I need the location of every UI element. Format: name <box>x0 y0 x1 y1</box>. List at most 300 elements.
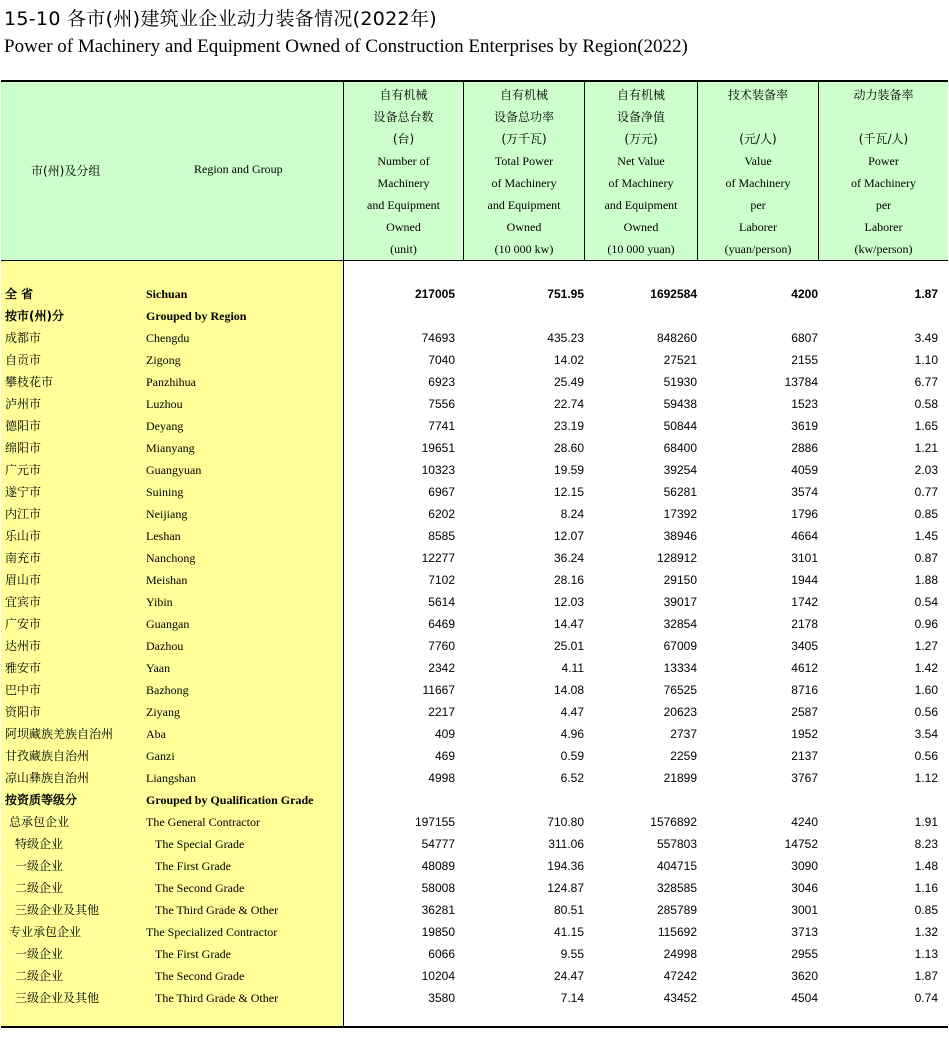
cell-value: 58008 <box>421 881 455 895</box>
cell-value: 115692 <box>657 925 697 939</box>
row-label-cn: 遂宁市 <box>5 485 42 499</box>
cell-value: 8.23 <box>914 837 938 851</box>
row-label-cn: 二级企业 <box>15 881 64 895</box>
cell-value: 4664 <box>791 529 818 543</box>
cell-value: 1692584 <box>650 287 697 301</box>
cell-value: 3619 <box>791 419 818 433</box>
row-label-en: Dazhou <box>146 639 184 653</box>
row-label-en: Panzhihua <box>146 375 196 389</box>
table-row <box>1 811 948 833</box>
row-label-cn: 成都市 <box>5 331 42 345</box>
cell-value: 194.36 <box>547 859 584 873</box>
cell-value: 39017 <box>663 595 697 609</box>
table-row <box>1 305 948 327</box>
table-row <box>1 679 948 701</box>
cell-value: 6066 <box>428 947 455 961</box>
row-label-cn: 二级企业 <box>15 969 64 983</box>
row-label-en: Chengdu <box>146 331 190 345</box>
row-label-cn: 总承包企业 <box>9 815 70 829</box>
header-line: of Machinery <box>725 176 791 190</box>
header-line: of Machinery <box>851 176 916 190</box>
header-line: (元/人) <box>739 132 777 146</box>
cell-value: 1.48 <box>914 859 938 873</box>
cell-value: 24.47 <box>553 969 584 983</box>
table-row <box>1 745 948 767</box>
header-line: Power <box>868 154 899 168</box>
table-row <box>1 371 948 393</box>
cell-value: 39254 <box>663 463 697 477</box>
header-line: Owned <box>506 220 542 234</box>
row-label-cn: 内江市 <box>5 507 42 521</box>
cell-value: 6807 <box>791 331 818 345</box>
cell-value: 328585 <box>656 881 697 895</box>
table-row <box>1 877 948 899</box>
row-label-en: Luzhou <box>146 397 183 411</box>
row-label-en: Neijiang <box>146 507 188 521</box>
row-label-cn: 南充市 <box>5 551 42 565</box>
cell-value: 2217 <box>428 705 455 719</box>
cell-value: 3405 <box>791 639 818 653</box>
row-label-cn: 眉山市 <box>5 573 42 587</box>
header-line: (yuan/person) <box>724 242 792 256</box>
row-label-cn: 广元市 <box>5 463 42 477</box>
cell-value: 14.47 <box>553 617 584 631</box>
cell-value: 285789 <box>656 903 697 917</box>
cell-value: 3101 <box>791 551 818 565</box>
header-line: and Equipment <box>487 198 561 212</box>
cell-value: 8585 <box>428 529 455 543</box>
cell-value: 1.16 <box>914 881 938 895</box>
cell-value: 74693 <box>421 331 455 345</box>
header-line: (万千瓦) <box>501 132 547 146</box>
header-region-en: Region and Group <box>194 162 283 176</box>
cell-value: 1.45 <box>914 529 938 543</box>
row-label-cn: 泸州市 <box>5 397 42 411</box>
cell-value: 6.77 <box>914 375 938 389</box>
cell-value: 1796 <box>791 507 818 521</box>
cell-value: 1523 <box>791 397 818 411</box>
cell-value: 22.74 <box>553 397 584 411</box>
cell-value: 67009 <box>663 639 697 653</box>
cell-value: 50844 <box>663 419 697 433</box>
cell-value: 1.65 <box>914 419 938 433</box>
cell-value: 38946 <box>663 529 697 543</box>
row-label-cn: 资阳市 <box>5 705 42 719</box>
cell-value: 3767 <box>791 771 818 785</box>
row-label-cn: 凉山彝族自治州 <box>5 771 90 785</box>
cell-value: 6469 <box>428 617 455 631</box>
row-label-en: The Second Grade <box>155 881 245 895</box>
header-line: 技术装备率 <box>727 88 788 102</box>
row-label-cn: 乐山市 <box>5 529 42 543</box>
table-row <box>1 393 948 415</box>
cell-value: 0.77 <box>914 485 938 499</box>
cell-value: 4240 <box>791 815 818 829</box>
cell-value: 43452 <box>663 991 697 1005</box>
table-row <box>1 833 948 855</box>
cell-value: 751.95 <box>547 287 584 301</box>
header-column-1 <box>343 82 464 260</box>
cell-value: 1.88 <box>914 573 938 587</box>
cell-value: 7102 <box>428 573 455 587</box>
cell-value: 3046 <box>791 881 818 895</box>
cell-value: 217005 <box>414 287 455 301</box>
cell-value: 3.54 <box>914 727 938 741</box>
header-column-4 <box>698 82 819 260</box>
table-row <box>1 899 948 921</box>
page-subtitle: Power of Machinery and Equipment Owned of Construction Enterprises by Region(2022) <box>4 36 688 57</box>
cell-value: 23.19 <box>553 419 584 433</box>
cell-value: 128912 <box>656 551 697 565</box>
cell-value: 2155 <box>791 353 818 367</box>
row-label-cn: 巴中市 <box>5 683 42 697</box>
table-row <box>1 613 948 635</box>
row-label-cn: 宜宾市 <box>5 595 42 609</box>
cell-value: 2.03 <box>914 463 938 477</box>
header-line: Machinery <box>377 176 430 190</box>
cell-value: 7040 <box>428 353 455 367</box>
header-line: (台) <box>392 132 415 146</box>
cell-value: 0.58 <box>914 397 938 411</box>
cell-value: 409 <box>434 727 455 741</box>
cell-value: 197155 <box>414 815 455 829</box>
row-label-cn: 甘孜藏族自治州 <box>5 749 90 763</box>
row-label-en: The Third Grade & Other <box>155 991 279 1005</box>
header-line: 设备总台数 <box>373 110 434 124</box>
cell-value: 51930 <box>663 375 697 389</box>
row-label-en: Yibin <box>146 595 173 609</box>
row-label-en: The Second Grade <box>155 969 245 983</box>
row-label-en: Liangshan <box>146 771 196 785</box>
header-line <box>698 106 818 128</box>
header-line: (10 000 yuan) <box>607 242 675 256</box>
row-label-en: Mianyang <box>146 441 195 455</box>
cell-value: 14752 <box>784 837 818 851</box>
row-label-en: The Special Grade <box>155 837 245 851</box>
cell-value: 4.47 <box>560 705 584 719</box>
cell-value: 12.15 <box>553 485 584 499</box>
header-line: Number of <box>377 154 430 168</box>
row-label-en: The First Grade <box>155 947 231 961</box>
header-line: Laborer <box>739 220 777 234</box>
cell-value: 2178 <box>791 617 818 631</box>
row-label-cn: 雅安市 <box>5 661 42 675</box>
cell-value: 3713 <box>791 925 818 939</box>
cell-value: 13784 <box>784 375 818 389</box>
cell-value: 4059 <box>791 463 818 477</box>
row-label-en: Ziyang <box>146 705 180 719</box>
cell-value: 1.13 <box>914 947 938 961</box>
table-row <box>1 943 948 965</box>
row-label-cn: 阿坝藏族羌族自治州 <box>5 727 114 741</box>
cell-value: 19651 <box>421 441 455 455</box>
row-label-en: Leshan <box>146 529 181 543</box>
cell-value: 4.11 <box>561 661 584 675</box>
cell-value: 13334 <box>663 661 697 675</box>
cell-value: 56281 <box>663 485 697 499</box>
cell-value: 124.87 <box>547 881 584 895</box>
cell-value: 1.42 <box>914 661 938 675</box>
header-line: (10 000 kw) <box>494 242 554 256</box>
row-label-cn: 全 省 <box>5 287 34 301</box>
cell-value: 1.21 <box>914 441 938 455</box>
table-row <box>1 855 948 877</box>
cell-value: 3574 <box>791 485 818 499</box>
cell-value: 6202 <box>428 507 455 521</box>
cell-value: 557803 <box>656 837 697 851</box>
cell-value: 14.02 <box>553 353 584 367</box>
table-row <box>1 459 948 481</box>
cell-value: 2886 <box>791 441 818 455</box>
table-row <box>1 525 948 547</box>
cell-value: 14.08 <box>553 683 584 697</box>
row-label-cn: 一级企业 <box>15 859 64 873</box>
header-line: and Equipment <box>367 198 440 212</box>
table-row <box>1 789 948 811</box>
cell-value: 6.52 <box>560 771 584 785</box>
cell-value: 6967 <box>428 485 455 499</box>
cell-value: 1.87 <box>914 287 938 301</box>
cell-value: 311.06 <box>548 837 584 851</box>
row-label-en: Guangyuan <box>146 463 202 477</box>
header-line: 自有机械 <box>379 88 428 102</box>
cell-value: 3001 <box>791 903 818 917</box>
cell-value: 0.74 <box>914 991 938 1005</box>
header-region-cn: 市(州)及分组 <box>31 164 101 178</box>
cell-value: 12277 <box>421 551 455 565</box>
cell-value: 1576892 <box>650 815 697 829</box>
cell-value: 0.56 <box>914 705 938 719</box>
cell-value: 0.59 <box>560 749 584 763</box>
row-label-en: Aba <box>146 727 166 741</box>
row-label-cn: 按资质等级分 <box>5 793 78 807</box>
header-line: Total Power <box>494 154 554 168</box>
cell-value: 4612 <box>791 661 818 675</box>
table-row <box>1 987 948 1009</box>
header-line: 自有机械 <box>499 88 548 102</box>
table-row <box>1 657 948 679</box>
header-line: of Machinery <box>608 176 674 190</box>
header-line: Net Value <box>617 154 665 168</box>
header-line: Owned <box>623 220 659 234</box>
cell-value: 3620 <box>791 969 818 983</box>
cell-value: 7760 <box>428 639 455 653</box>
row-label-cn: 三级企业及其他 <box>15 991 100 1005</box>
cell-value: 10204 <box>421 969 455 983</box>
cell-value: 4.96 <box>560 727 584 741</box>
row-label-cn: 达州市 <box>5 639 42 653</box>
row-label-cn: 攀枝花市 <box>5 375 54 389</box>
table-row <box>1 349 948 371</box>
header-line: and Equipment <box>604 198 678 212</box>
cell-value: 0.85 <box>914 507 938 521</box>
cell-value: 27521 <box>663 353 697 367</box>
table-row <box>1 327 948 349</box>
table-row <box>1 481 948 503</box>
header-line: 自有机械 <box>616 88 665 102</box>
cell-value: 0.96 <box>914 617 938 631</box>
header-line: Value <box>744 154 772 168</box>
table-row <box>1 437 948 459</box>
table-row <box>1 503 948 525</box>
header-line: (kw/person) <box>854 242 913 256</box>
row-label-en: Sichuan <box>146 287 188 301</box>
cell-value: 24998 <box>663 947 697 961</box>
cell-value: 1.91 <box>914 815 938 829</box>
row-label-en: Guangan <box>146 617 190 631</box>
header-line: 设备净值 <box>616 110 665 124</box>
cell-value: 4200 <box>791 287 818 301</box>
cell-value: 2259 <box>670 749 697 763</box>
row-label-en: The Third Grade & Other <box>155 903 279 917</box>
table-row <box>1 569 948 591</box>
cell-value: 4504 <box>791 991 818 1005</box>
cell-value: 59438 <box>663 397 697 411</box>
table-row <box>1 591 948 613</box>
cell-value: 8.24 <box>560 507 584 521</box>
row-label-en: Yaan <box>146 661 171 675</box>
cell-value: 28.60 <box>553 441 584 455</box>
cell-value: 1.60 <box>914 683 938 697</box>
cell-value: 1742 <box>791 595 818 609</box>
table-header <box>1 82 948 261</box>
row-label-en: The Specialized Contractor <box>146 925 278 939</box>
header-line: per <box>750 198 766 212</box>
cell-value: 9.55 <box>560 947 584 961</box>
cell-value: 404715 <box>656 859 697 873</box>
cell-value: 0.56 <box>914 749 938 763</box>
cell-value: 2737 <box>670 727 697 741</box>
cell-value: 12.07 <box>553 529 584 543</box>
cell-value: 19850 <box>421 925 455 939</box>
cell-value: 28.16 <box>553 573 584 587</box>
cell-value: 469 <box>434 749 455 763</box>
row-label-cn: 广安市 <box>5 617 42 631</box>
cell-value: 1.27 <box>914 639 938 653</box>
cell-value: 5614 <box>428 595 455 609</box>
cell-value: 435.23 <box>547 331 584 345</box>
table-row <box>1 701 948 723</box>
row-label-cn: 按市(州)分 <box>5 309 64 323</box>
row-label-en: Nanchong <box>146 551 196 565</box>
cell-value: 32854 <box>663 617 697 631</box>
cell-value: 19.59 <box>553 463 584 477</box>
header-line: 设备总功率 <box>493 110 554 124</box>
row-label-en: Bazhong <box>146 683 189 697</box>
cell-value: 0.85 <box>914 903 938 917</box>
header-line: (千瓦/人) <box>858 132 909 146</box>
table-row <box>1 547 948 569</box>
header-line: Owned <box>386 220 421 234</box>
header-line <box>819 106 948 128</box>
row-label-cn: 德阳市 <box>5 419 42 433</box>
cell-value: 48089 <box>421 859 455 873</box>
row-label-cn: 自贡市 <box>5 353 42 367</box>
cell-value: 68400 <box>663 441 697 455</box>
cell-value: 848260 <box>656 331 697 345</box>
header-line: 动力装备率 <box>853 88 914 102</box>
row-label-en: The General Contractor <box>146 815 260 829</box>
cell-value: 1.12 <box>914 771 938 785</box>
cell-value: 1.32 <box>914 925 938 939</box>
row-label-en: Zigong <box>146 353 181 367</box>
cell-value: 41.15 <box>553 925 584 939</box>
row-label-cn: 专业承包企业 <box>9 925 82 939</box>
cell-value: 10323 <box>421 463 455 477</box>
cell-value: 2587 <box>791 705 818 719</box>
table-row <box>1 635 948 657</box>
header-line: (万元) <box>624 132 658 146</box>
cell-value: 1952 <box>791 727 818 741</box>
row-label-en: Grouped by Qualification Grade <box>146 793 314 807</box>
cell-value: 7556 <box>428 397 455 411</box>
cell-value: 25.01 <box>553 639 584 653</box>
cell-value: 710.80 <box>547 815 584 829</box>
cell-value: 36281 <box>421 903 455 917</box>
cell-value: 76525 <box>663 683 697 697</box>
cell-value: 3090 <box>791 859 818 873</box>
cell-value: 7.14 <box>560 991 584 1005</box>
header-line: (unit) <box>390 242 417 256</box>
header-column-2 <box>464 82 585 260</box>
table-row <box>1 767 948 789</box>
row-label-cn: 特级企业 <box>15 837 64 851</box>
cell-value: 3580 <box>428 991 455 1005</box>
cell-value: 36.24 <box>553 551 584 565</box>
row-label-cn: 绵阳市 <box>5 441 42 455</box>
cell-value: 6923 <box>428 375 455 389</box>
row-label-cn: 三级企业及其他 <box>15 903 100 917</box>
cell-value: 47242 <box>663 969 697 983</box>
row-label-cn: 一级企业 <box>15 947 64 961</box>
table-row <box>1 723 948 745</box>
cell-value: 11667 <box>422 683 455 697</box>
page-title: 15-10 各市(州)建筑业企业动力装备情况(2022年) <box>4 8 437 30</box>
row-label-en: Suining <box>146 485 184 499</box>
data-table <box>1 80 948 1028</box>
cell-value: 2342 <box>428 661 455 675</box>
cell-value: 54777 <box>421 837 455 851</box>
cell-value: 3.49 <box>914 331 938 345</box>
cell-value: 2137 <box>791 749 818 763</box>
row-label-en: Grouped by Region <box>146 309 247 323</box>
cell-value: 21899 <box>663 771 697 785</box>
row-label-en: Deyang <box>146 419 184 433</box>
cell-value: 12.03 <box>553 595 584 609</box>
header-line: per <box>875 198 892 212</box>
cell-value: 4998 <box>428 771 455 785</box>
cell-value: 1.10 <box>914 353 938 367</box>
row-label-en: Ganzi <box>146 749 175 763</box>
header-column-5 <box>819 82 948 260</box>
cell-value: 29150 <box>663 573 697 587</box>
cell-value: 17392 <box>663 507 697 521</box>
cell-value: 0.87 <box>914 551 938 565</box>
cell-value: 1944 <box>791 573 818 587</box>
cell-value: 7741 <box>428 419 455 433</box>
cell-value: 1.87 <box>914 969 938 983</box>
table-row <box>1 921 948 943</box>
table-row <box>1 283 948 305</box>
header-column-3 <box>585 82 698 260</box>
row-label-en: Meishan <box>146 573 188 587</box>
cell-value: 25.49 <box>553 375 584 389</box>
row-label-en: The First Grade <box>155 859 231 873</box>
header-line: Laborer <box>864 220 903 234</box>
table-row <box>1 415 948 437</box>
table-row <box>1 965 948 987</box>
header-line: of Machinery <box>491 176 557 190</box>
